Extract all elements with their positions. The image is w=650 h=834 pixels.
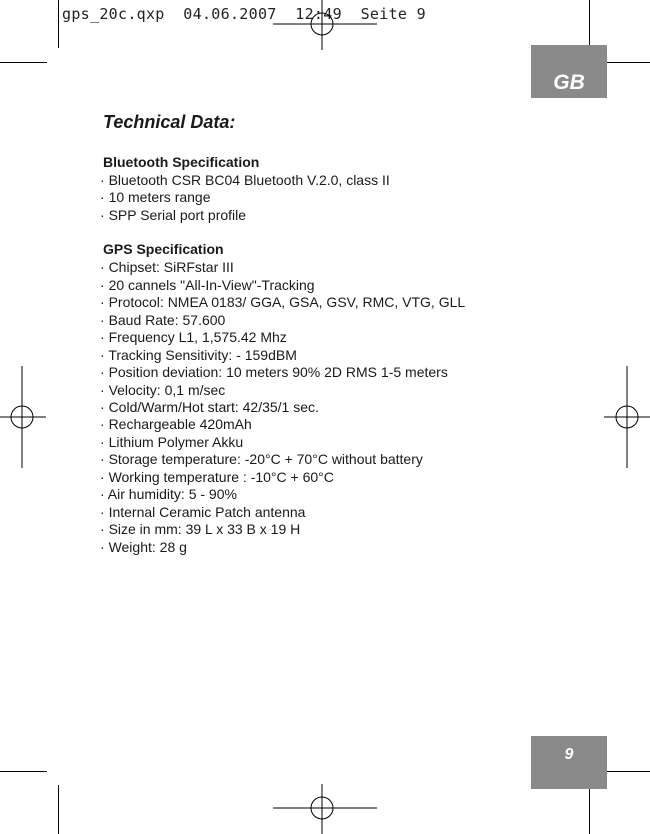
- crop-mark: [0, 771, 47, 772]
- list-item: · Cold/Warm/Hot start: 42/35/1 sec.: [100, 399, 523, 416]
- list-item: · Size in mm: 39 L x 33 B x 19 H: [100, 521, 523, 538]
- crop-mark: [58, 785, 59, 834]
- crop-mark: [58, 0, 59, 48]
- bluetooth-section: [103, 154, 523, 224]
- list-item: · Air humidity: 5 - 90%: [100, 486, 523, 503]
- crop-mark: [603, 771, 650, 772]
- list-item: · Protocol: NMEA 0183/ GGA, GSA, GSV, RMC, VTG, GLL: [100, 294, 523, 311]
- list-item: · Chipset: SiRFstar III: [100, 259, 523, 276]
- list-item: · Frequency L1, 1,575.42 Mhz: [100, 329, 523, 346]
- list-item: · Storage temperature: -20°C + 70°C without battery: [100, 451, 523, 468]
- list-item: · 20 cannels "All-In-View"-Tracking: [100, 277, 523, 294]
- crop-mark: [603, 62, 650, 63]
- technical-data-content: [103, 112, 523, 556]
- spec-list: [103, 172, 523, 224]
- list-item: · Baud Rate: 57.600: [100, 312, 523, 329]
- list-item: · Weight: 28 g: [100, 539, 523, 556]
- print-slug: gps_20c.qxp 04.06.2007 12:49 Seite 9: [62, 5, 426, 23]
- list-item: · Velocity: 0,1 m/sec: [100, 382, 523, 399]
- list-item: · Lithium Polymer Akku: [100, 434, 523, 451]
- list-item: · Rechargeable 420mAh: [100, 416, 523, 433]
- language-tab: GB: [531, 45, 607, 98]
- crop-mark: [589, 0, 590, 48]
- crop-mark: [0, 62, 47, 63]
- spec-list: [103, 259, 523, 556]
- list-item: · Bluetooth CSR BC04 Bluetooth V.2.0, class II: [100, 172, 523, 189]
- page-title: Technical Data:: [103, 112, 236, 132]
- list-item: · SPP Serial port profile: [100, 207, 523, 224]
- registration-mark-bottom-icon: [273, 784, 377, 834]
- section-title: Bluetooth Specification: [103, 154, 260, 170]
- section-title: GPS Specification: [103, 241, 224, 258]
- registration-mark-top-icon: [273, 0, 377, 50]
- list-item: · Position deviation: 10 meters 90% 2D RMS 1-5 meters: [100, 364, 523, 381]
- list-item: · Working temperature : -10°C + 60°C: [100, 469, 523, 486]
- page-number-tab: 9: [531, 736, 607, 789]
- list-item: · Tracking Sensitivity: - 159dBM: [100, 347, 523, 364]
- registration-mark-right-icon: [604, 366, 650, 468]
- crop-mark: [589, 785, 590, 834]
- list-item: · Internal Ceramic Patch antenna: [100, 504, 523, 521]
- gps-section: [103, 241, 523, 556]
- registration-mark-left-icon: [0, 366, 46, 468]
- list-item: · 10 meters range: [100, 189, 523, 206]
